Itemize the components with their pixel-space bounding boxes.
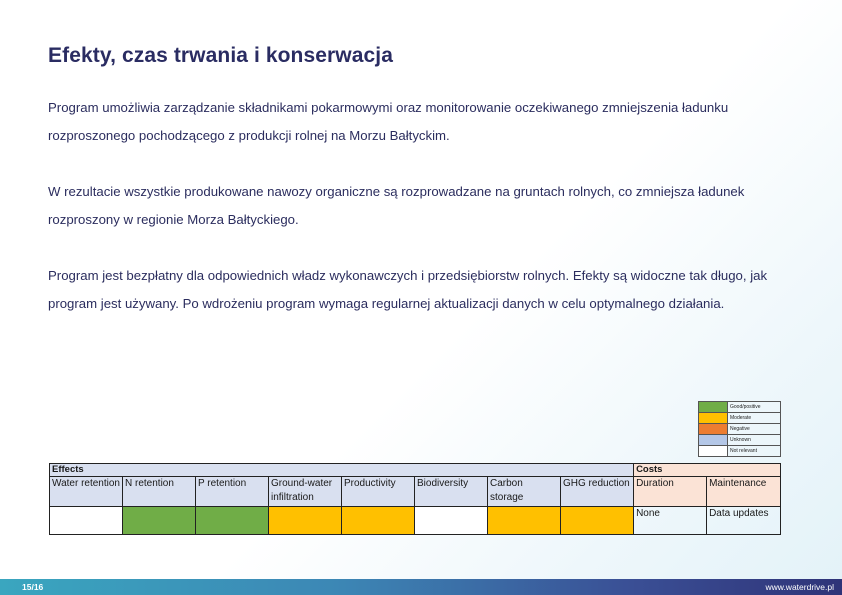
page-number: 15/16 — [22, 582, 44, 592]
legend-swatch-not-relevant — [699, 446, 728, 457]
value-carbon-storage — [488, 507, 561, 535]
legend-item — [699, 402, 781, 413]
value-maintenance: Data updates — [707, 507, 781, 535]
paragraph-3: Program jest bezpłatny dla odpowiednich władz wykonawczych i przedsiębiorstw rolnych. Efekty są widoczne tak długo, jak program jest używany. Po wdrożeniu program wymaga regularnej aktualizacji danych w celu optymalnego działania. — [48, 268, 768, 311]
costs-section-header: Costs — [634, 464, 781, 477]
paragraph-1: Program umożliwia zarządzanie składnikami pokarmowymi oraz monitorowanie oczekiwanego zmniejszenia ładunku rozproszonego pochodzącego z produkcji rolnej na Morzu Bałtyckim. — [48, 100, 729, 143]
effects-costs-table — [49, 463, 781, 535]
value-p-retention — [196, 507, 269, 535]
footer-bar — [0, 579, 842, 595]
legend — [698, 401, 781, 457]
header-n-retention: N retention — [123, 477, 196, 507]
legend-label: Not relevant — [728, 446, 781, 457]
value-n-retention — [123, 507, 196, 535]
legend-item — [699, 413, 781, 424]
header-biodiversity: Biodiversity — [415, 477, 488, 507]
value-duration: None — [634, 507, 707, 535]
header-ghg-reduction: GHG reduction — [561, 477, 634, 507]
paragraph-2: W rezultacie wszystkie produkowane nawozy organiczne są rozprowadzane na gruntach rolnych, co zmniejsza ładunek rozproszony w regionie Morza Bałtyckiego. — [48, 184, 745, 227]
legend-item — [699, 424, 781, 435]
legend-label: Unknown — [728, 435, 781, 446]
legend-swatch-moderate — [699, 413, 728, 424]
legend-swatch-unknown — [699, 435, 728, 446]
header-carbon-storage: Carbon storage — [488, 477, 561, 507]
legend-label: Negative — [728, 424, 781, 435]
website-url: www.waterdrive.pl — [765, 582, 834, 592]
effects-section-header: Effects — [50, 464, 634, 477]
legend-item — [699, 446, 781, 457]
legend-label: Moderate — [728, 413, 781, 424]
header-maintenance: Maintenance — [707, 477, 781, 507]
value-groundwater-infiltration — [269, 507, 342, 535]
header-duration: Duration — [634, 477, 707, 507]
legend-swatch-negative — [699, 424, 728, 435]
header-groundwater-infiltration: Ground-water infiltration — [269, 477, 342, 507]
value-water-retention — [50, 507, 123, 535]
legend-swatch-good — [699, 402, 728, 413]
header-water-retention: Water retention — [50, 477, 123, 507]
header-p-retention: P retention — [196, 477, 269, 507]
page-title: Efekty, czas trwania i konserwacja — [48, 44, 394, 67]
value-ghg-reduction — [561, 507, 634, 535]
header-productivity: Productivity — [342, 477, 415, 507]
legend-label: Good/positive — [728, 402, 781, 413]
value-biodiversity — [415, 507, 488, 535]
legend-item — [699, 435, 781, 446]
value-productivity — [342, 507, 415, 535]
